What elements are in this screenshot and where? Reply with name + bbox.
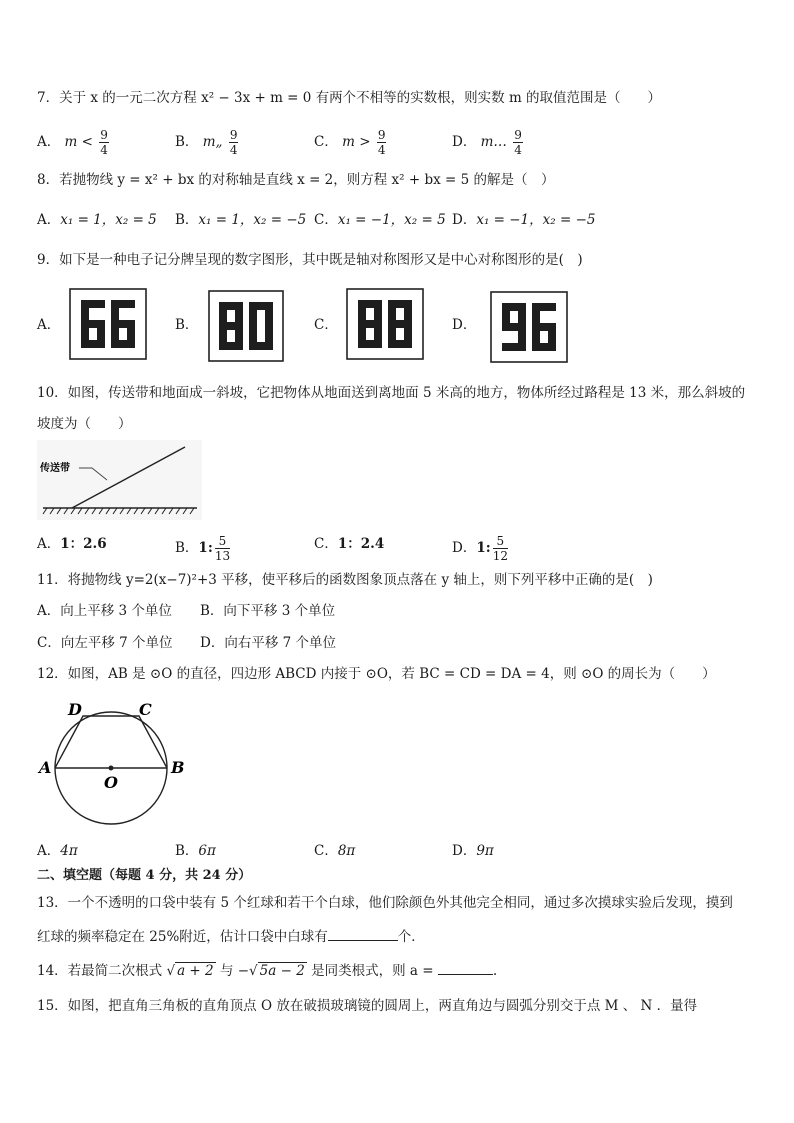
q11-option-a[interactable] xyxy=(37,601,172,621)
q14-text-before: 14．若最简二次根式 xyxy=(37,963,163,979)
option-text: 向上平移 3 个单位 xyxy=(60,603,172,619)
fraction: $\frac{9}{4}$ xyxy=(514,128,522,157)
option-label: B． xyxy=(175,843,199,859)
option-label: A． xyxy=(37,212,61,228)
digit-segment xyxy=(388,320,412,328)
option-label: B． xyxy=(175,134,199,150)
q13-line1: 13．一个不透明的口袋中装有 5 个红球和若干个白球，他们除颜色外其他完全相同，通过多次摸球实验后发现，摸到 xyxy=(37,895,733,911)
option-label: D． xyxy=(452,134,477,150)
option-label: A． xyxy=(37,843,61,859)
label-b: B xyxy=(171,758,185,777)
digit-segment xyxy=(111,340,135,348)
q12-option-c[interactable] xyxy=(314,841,355,861)
option-label: B． xyxy=(175,540,199,556)
q9-option-c-scoreboard xyxy=(346,288,424,360)
q11-stem: 11．将抛物线 y=2(x−7)²+3 平移，使平移后的函数图象顶点落在 y 轴上，则下列平移中正确的是( ) xyxy=(37,572,653,588)
q8-option-b[interactable] xyxy=(175,210,306,230)
option-text: 向下平移 3 个单位 xyxy=(223,603,336,619)
option-text: 9π xyxy=(476,843,494,859)
label-o: O xyxy=(104,773,118,792)
q15-stem: 15．如图，把直角三角板的直角顶点 O 放在破损玻璃镜的圆周上，两直角边与圆弧分别交于点 M 、 N ．量得 xyxy=(37,998,698,1014)
option-text: 8π xyxy=(337,843,356,859)
fraction: $\frac{5}{12}$ xyxy=(492,534,508,563)
label-c: C xyxy=(139,700,152,719)
q9-option-c-label[interactable]: C． xyxy=(314,317,338,333)
fraction: $\frac{9}{4}$ xyxy=(100,128,108,157)
q7-option-a[interactable] xyxy=(37,128,111,157)
q13-line2 xyxy=(37,926,425,947)
option-label: B． xyxy=(200,603,224,619)
q12-option-b[interactable] xyxy=(175,841,216,861)
q8-option-a[interactable] xyxy=(37,210,157,230)
q7-option-d[interactable] xyxy=(452,128,525,157)
option-text: 向左平移 7 个单位 xyxy=(60,635,173,651)
label-d: D xyxy=(68,700,82,719)
q13-text-after: 个． xyxy=(397,929,425,945)
q10-stem-line1: 10．如图，传送带和地面成一斜坡，它把物体从地面送到离地面 5 米高的地方，物体所经过路程是 13 米，那么斜坡的 xyxy=(37,385,746,401)
q8-option-d[interactable] xyxy=(452,210,595,230)
q7-option-b[interactable] xyxy=(175,128,240,157)
q12-option-d[interactable] xyxy=(452,841,494,861)
option-text: x₁ = −1，x₂ = 5 xyxy=(337,212,446,228)
option-label: D． xyxy=(452,212,477,228)
digit-segment xyxy=(502,323,526,331)
option-text: x₁ = 1，x₂ = 5 xyxy=(60,212,157,228)
q9-option-d-scoreboard xyxy=(490,291,568,363)
option-label: A． xyxy=(37,536,61,552)
option-text: 4π xyxy=(60,843,78,859)
q8-stem: 8．若抛物线 y = x² + bx 的对称轴是直线 x = 2，则方程 x² + bx = 5 的解是（ ） xyxy=(37,172,555,188)
q11-option-c[interactable] xyxy=(37,633,173,653)
option-label: D． xyxy=(200,635,225,651)
q10-stem-line2: 坡度为（ ） xyxy=(37,416,132,432)
conveyor-label: 传送带 xyxy=(40,463,70,474)
q12-option-a[interactable] xyxy=(37,841,78,861)
option-label: D． xyxy=(452,843,477,859)
option-text: 向右平移 7 个单位 xyxy=(224,635,336,651)
option-label: C． xyxy=(314,843,338,859)
digit-segment xyxy=(81,340,105,348)
radical-1: √ a + 2 xyxy=(166,963,214,979)
option-label: B． xyxy=(175,212,199,228)
option-label: A． xyxy=(37,603,61,619)
q11-option-d[interactable] xyxy=(200,633,336,653)
option-label: C． xyxy=(37,635,61,651)
q9-stem: 9．如下是一种电子记分牌呈现的数字图形，其中既是轴对称图形又是中心对称图形的是( ) xyxy=(37,252,583,268)
section-title-fill-in: 二、填空题（每题 4 分，共 24 分） xyxy=(37,868,252,883)
q12-circle-figure xyxy=(37,698,197,830)
option-label: C． xyxy=(314,212,338,228)
q10-option-b[interactable] xyxy=(175,534,232,563)
q9-option-a-label[interactable]: A． xyxy=(37,317,61,333)
q10-option-d[interactable] xyxy=(452,534,510,563)
q13-answer-blank[interactable] xyxy=(328,926,398,941)
q14-answer-blank[interactable] xyxy=(438,960,493,975)
q14-text-mid: 与 − xyxy=(219,963,250,979)
option-label: C． xyxy=(314,134,338,150)
digit-segment xyxy=(502,343,526,351)
option-relation: m < xyxy=(64,134,93,150)
q9-option-a-scoreboard xyxy=(69,288,147,360)
fraction: $\frac{9}{4}$ xyxy=(229,128,238,157)
q10-option-a[interactable] xyxy=(37,534,107,554)
digit-segment xyxy=(358,320,382,328)
digit-segment xyxy=(532,343,556,351)
q10-conveyor-figure xyxy=(37,440,202,524)
option-text: x₁ = −1，x₂ = −5 xyxy=(476,212,596,228)
q12-stem: 12．如图，AB 是 ⊙O 的直径，四边形 ABCD 内接于 ⊙O，若 BC = CD = DA = 4，则 ⊙O 的周长为（ ） xyxy=(37,666,716,682)
option-text: 1：2.4 xyxy=(337,536,385,552)
option-text: 1: xyxy=(198,540,213,556)
digit-segment xyxy=(249,302,257,330)
label-a: A xyxy=(39,758,52,777)
option-text: 1：2.6 xyxy=(60,536,107,552)
q14-text-after: 是同类根式，则 a = xyxy=(311,963,434,979)
q7-option-c[interactable] xyxy=(314,128,388,157)
option-relation: m > xyxy=(342,134,371,150)
option-relation: m… xyxy=(480,134,507,150)
option-relation: m„ xyxy=(202,134,223,150)
q14-text-end: . xyxy=(492,963,498,979)
option-label: A． xyxy=(37,134,61,150)
q11-option-b[interactable] xyxy=(200,601,335,621)
q14-line xyxy=(37,960,497,981)
q10-option-c[interactable] xyxy=(314,534,384,554)
fraction: $\frac{5}{13}$ xyxy=(214,534,231,563)
option-text: 6π xyxy=(198,843,216,859)
fraction: $\frac{9}{4}$ xyxy=(377,128,386,157)
q9-option-d-label[interactable]: D． xyxy=(452,317,477,333)
q8-option-c[interactable] xyxy=(314,210,446,230)
digit-segment xyxy=(219,322,243,330)
option-text: x₁ = 1，x₂ = −5 xyxy=(198,212,307,228)
option-label: D． xyxy=(452,540,477,556)
q13-text-before: 红球的频率稳定在 25%附近，估计口袋中白球有 xyxy=(37,929,328,945)
option-label: C． xyxy=(314,536,338,552)
q9-option-b-scoreboard xyxy=(208,290,284,362)
radical-2: √ 5a − 2 xyxy=(249,963,305,979)
option-text: 1: xyxy=(476,540,491,556)
q7-stem: 7．关于 x 的一元二次方程 x² − 3x + m = 0 有两个不相等的实数根，则实数 m 的取值范围是（ ） xyxy=(37,90,662,106)
q9-option-b-label[interactable]: B． xyxy=(175,317,199,333)
